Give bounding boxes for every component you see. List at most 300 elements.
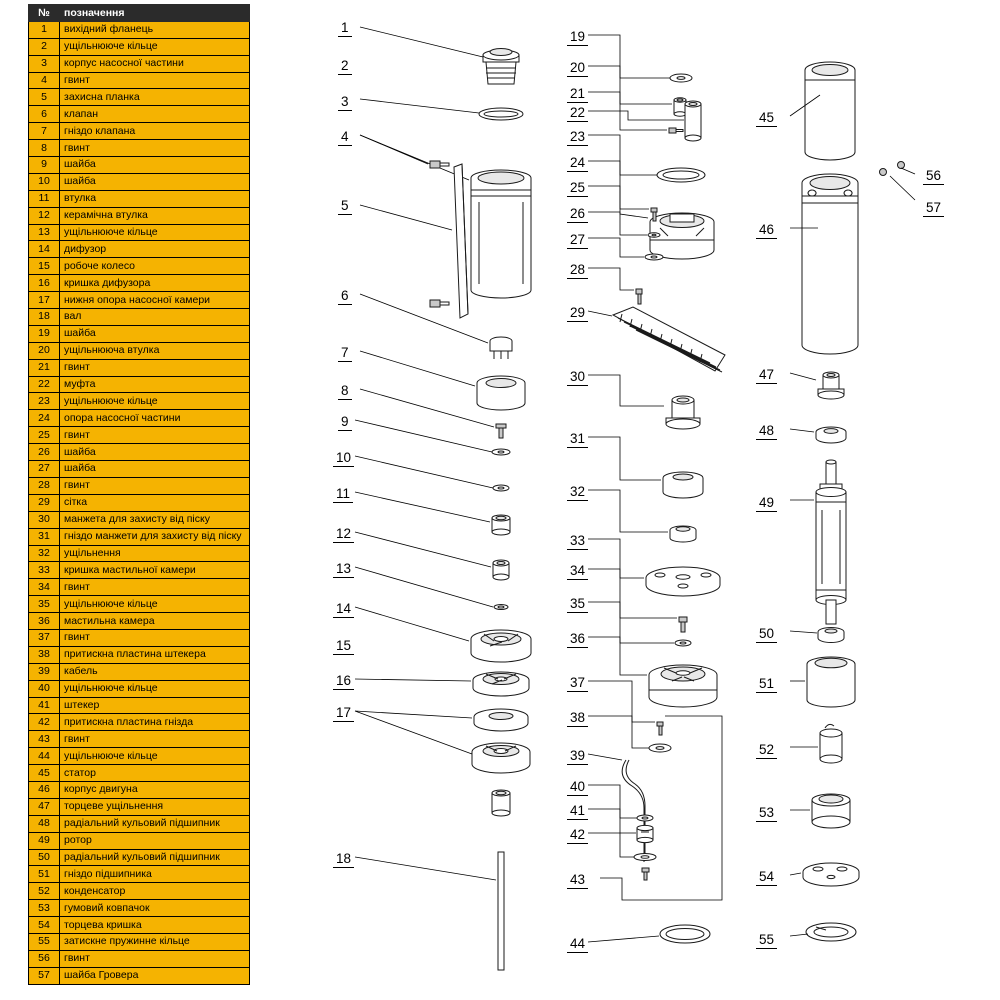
part-number-cell: 5 xyxy=(29,89,60,106)
part-5-guard-strip xyxy=(454,164,468,318)
part-name-cell: гвинт xyxy=(60,359,250,376)
part-number-cell: 33 xyxy=(29,562,60,579)
part-name-cell: радіальний кульовий підшипник xyxy=(60,815,250,832)
callout-number: 5 xyxy=(338,198,352,215)
part-name-cell: затискне пружинне кільце xyxy=(60,933,250,950)
part-number-cell: 38 xyxy=(29,646,60,663)
part-name-cell: сітка xyxy=(60,494,250,511)
part-name-cell: шайба xyxy=(60,173,250,190)
table-row xyxy=(29,55,250,72)
part-23-o-ring xyxy=(657,168,705,182)
callout-number: 3 xyxy=(338,94,352,111)
callout-label xyxy=(338,345,352,362)
table-row xyxy=(29,748,250,765)
part-52-capacitor xyxy=(820,724,842,763)
table-row xyxy=(29,562,250,579)
part-name-cell: опора насосної частини xyxy=(60,410,250,427)
part-40-o-ring xyxy=(637,815,653,821)
part-number-cell: 13 xyxy=(29,224,60,241)
callout-number: 47 xyxy=(756,367,777,384)
part-name-cell: притискна пластина штекера xyxy=(60,646,250,663)
part-7-valve-seat xyxy=(477,376,525,410)
table-row xyxy=(29,596,250,613)
table-row xyxy=(29,106,250,123)
callout-number: 7 xyxy=(338,345,352,362)
part-45-stator xyxy=(805,62,855,160)
callout-label xyxy=(338,383,352,400)
part-number-cell: 9 xyxy=(29,157,60,174)
part-28-screw xyxy=(636,289,642,304)
parts-legend-table xyxy=(28,4,250,985)
part-number-cell: 42 xyxy=(29,714,60,731)
table-row xyxy=(29,613,250,630)
table-row xyxy=(29,190,250,207)
part-4-screw xyxy=(430,161,449,307)
callout-number: 12 xyxy=(333,526,354,543)
column-header-number: № xyxy=(29,5,60,22)
table-row xyxy=(29,832,250,849)
part-20-sealing-bushing xyxy=(674,98,686,116)
callout-label xyxy=(756,222,777,239)
table-row xyxy=(29,933,250,950)
part-1-outlet-flange xyxy=(483,49,519,85)
part-name-cell: робоче колесо xyxy=(60,258,250,275)
callout-label xyxy=(333,601,354,618)
callout-label xyxy=(756,423,777,440)
table-row xyxy=(29,38,250,55)
part-number-cell: 26 xyxy=(29,444,60,461)
callout-label xyxy=(756,932,777,949)
part-name-cell: торцеве ущільнення xyxy=(60,798,250,815)
part-number-cell: 22 xyxy=(29,376,60,393)
table-row xyxy=(29,765,250,782)
part-name-cell: кришка дифузора xyxy=(60,275,250,292)
callout-label xyxy=(567,596,588,613)
callout-label xyxy=(756,367,777,384)
part-name-cell: гніздо клапана xyxy=(60,123,250,140)
callout-number: 35 xyxy=(567,596,588,613)
table-row xyxy=(29,376,250,393)
callout-number: 45 xyxy=(756,110,777,127)
part-9-washer xyxy=(492,449,510,455)
callout-label xyxy=(567,936,588,953)
callout-label xyxy=(333,638,354,655)
callout-label xyxy=(756,805,777,822)
part-name-cell: кришка мастильної камери xyxy=(60,562,250,579)
part-number-cell: 10 xyxy=(29,173,60,190)
part-6-valve xyxy=(490,337,512,359)
table-row xyxy=(29,461,250,478)
part-number-cell: 34 xyxy=(29,579,60,596)
part-number-cell: 53 xyxy=(29,900,60,917)
callout-number: 11 xyxy=(333,486,353,503)
table-row xyxy=(29,528,250,545)
part-number-cell: 25 xyxy=(29,427,60,444)
part-number-cell: 3 xyxy=(29,55,60,72)
part-number-cell: 36 xyxy=(29,613,60,630)
callout-number: 50 xyxy=(756,626,777,643)
part-number-cell: 14 xyxy=(29,241,60,258)
table-row xyxy=(29,545,250,562)
part-name-cell: гумовий ковпачок xyxy=(60,900,250,917)
part-name-cell: гніздо манжети для захисту від піску xyxy=(60,528,250,545)
part-10-washer xyxy=(493,485,509,491)
table-row xyxy=(29,393,250,410)
part-name-cell: манжета для захисту від піску xyxy=(60,511,250,528)
part-name-cell: шайба xyxy=(60,461,250,478)
callout-label xyxy=(756,626,777,643)
callout-label xyxy=(567,105,588,122)
part-name-cell: гвинт xyxy=(60,950,250,967)
callout-number: 23 xyxy=(567,129,588,146)
part-name-cell: керамічна втулка xyxy=(60,207,250,224)
part-name-cell: статор xyxy=(60,765,250,782)
callout-number: 1 xyxy=(338,20,352,37)
callout-label xyxy=(567,484,588,501)
table-row xyxy=(29,629,250,646)
column-header-name: позначення xyxy=(60,5,250,22)
part-number-cell: 35 xyxy=(29,596,60,613)
part-48-radial-ball-bearing-48 xyxy=(816,427,846,443)
part-31-sand-guard-seat xyxy=(663,472,703,498)
callout-label xyxy=(338,129,352,146)
callout-number: 27 xyxy=(567,232,588,249)
callout-label xyxy=(333,486,353,503)
part-number-cell: 4 xyxy=(29,72,60,89)
callout-number: 39 xyxy=(567,748,588,765)
part-name-cell: вихідний фланець xyxy=(60,21,250,38)
part-number-cell: 49 xyxy=(29,832,60,849)
table-row xyxy=(29,173,250,190)
part-22-coupling xyxy=(685,101,701,141)
callout-label xyxy=(333,673,354,690)
part-number-cell: 31 xyxy=(29,528,60,545)
table-row xyxy=(29,680,250,697)
part-number-cell: 1 xyxy=(29,21,60,38)
part-51-bearing-seat xyxy=(807,657,855,707)
callout-label xyxy=(338,58,352,75)
exploded-view-diagram xyxy=(260,0,1000,1000)
part-32-seal xyxy=(670,526,696,542)
part-number-cell: 57 xyxy=(29,967,60,984)
callout-label xyxy=(567,431,588,448)
part-number-cell: 19 xyxy=(29,325,60,342)
part-name-cell: штекер xyxy=(60,697,250,714)
callout-number: 43 xyxy=(567,872,588,889)
part-16-diffuser-cover xyxy=(474,709,528,731)
callout-label xyxy=(338,414,352,431)
callout-label xyxy=(756,869,777,886)
part-number-cell: 30 xyxy=(29,511,60,528)
part-46-motor-housing xyxy=(802,174,858,354)
part-43-screw xyxy=(642,868,649,880)
callout-label xyxy=(567,675,588,692)
callout-number: 30 xyxy=(567,369,588,386)
table-row xyxy=(29,275,250,292)
callout-number: 22 xyxy=(567,105,588,122)
callout-label xyxy=(338,20,352,37)
part-name-cell: корпус насосної частини xyxy=(60,55,250,72)
part-name-cell: шайба xyxy=(60,444,250,461)
part-number-cell: 40 xyxy=(29,680,60,697)
part-name-cell: гніздо підшипника xyxy=(60,866,250,883)
table-row xyxy=(29,342,250,359)
part-53-rubber-cap xyxy=(812,794,850,828)
part-42-socket-press-plate xyxy=(634,854,656,861)
callout-number: 25 xyxy=(567,180,588,197)
table-row xyxy=(29,224,250,241)
table-row xyxy=(29,477,250,494)
part-27-washer xyxy=(645,254,663,260)
part-name-cell: мастильна камера xyxy=(60,613,250,630)
part-number-cell: 48 xyxy=(29,815,60,832)
part-number-cell: 51 xyxy=(29,866,60,883)
callout-number: 38 xyxy=(567,710,588,727)
part-37-screw xyxy=(657,722,663,735)
table-row xyxy=(29,731,250,748)
part-name-cell: нижня опора насосної камери xyxy=(60,292,250,309)
part-name-cell: торцева кришка xyxy=(60,917,250,934)
table-row xyxy=(29,359,250,376)
callout-label xyxy=(338,198,352,215)
part-number-cell: 6 xyxy=(29,106,60,123)
callout-label xyxy=(567,262,588,279)
callout-label xyxy=(567,60,588,77)
table-row xyxy=(29,427,250,444)
part-name-cell: захисна планка xyxy=(60,89,250,106)
part-33-grease-chamber-cover xyxy=(646,567,720,596)
part-name-cell: ущільнююче кільце xyxy=(60,38,250,55)
callout-number: 36 xyxy=(567,631,588,648)
callout-label xyxy=(338,288,352,305)
table-row xyxy=(29,883,250,900)
part-17-lower-support xyxy=(472,743,530,816)
part-35-o-ring xyxy=(675,640,691,646)
part-name-cell: конденсатор xyxy=(60,883,250,900)
callout-number: 24 xyxy=(567,155,588,172)
callout-label xyxy=(567,779,588,796)
part-number-cell: 55 xyxy=(29,933,60,950)
part-number-cell: 20 xyxy=(29,342,60,359)
part-number-cell: 16 xyxy=(29,275,60,292)
part-name-cell: ущільнююче кільце xyxy=(60,748,250,765)
callout-label xyxy=(333,526,354,543)
part-3-pump-housing xyxy=(471,170,531,298)
part-34-screw xyxy=(679,617,687,632)
callout-number: 51 xyxy=(756,676,777,693)
callout-label xyxy=(567,872,588,889)
callout-label xyxy=(756,495,777,512)
table-row xyxy=(29,781,250,798)
part-41-plug xyxy=(637,825,653,842)
part-number-cell: 32 xyxy=(29,545,60,562)
table-row xyxy=(29,815,250,832)
part-name-cell: ущільнююче кільце xyxy=(60,393,250,410)
part-8-screw xyxy=(496,424,506,438)
part-number-cell: 7 xyxy=(29,123,60,140)
table-row xyxy=(29,900,250,917)
callout-number: 6 xyxy=(338,288,352,305)
part-11-bushing xyxy=(492,515,510,535)
callout-label xyxy=(333,561,354,578)
part-15-impeller xyxy=(473,672,529,696)
part-47-mechanical-seal xyxy=(818,372,844,399)
part-55-retaining-ring xyxy=(806,923,856,941)
callout-number: 42 xyxy=(567,827,588,844)
callout-number: 20 xyxy=(567,60,588,77)
callout-number: 26 xyxy=(567,206,588,223)
part-number-cell: 15 xyxy=(29,258,60,275)
part-number-cell: 2 xyxy=(29,38,60,55)
callout-label xyxy=(567,827,588,844)
part-56-57-screw-washer xyxy=(880,162,905,176)
table-row xyxy=(29,866,250,883)
part-49-rotor xyxy=(816,460,846,624)
part-number-cell: 47 xyxy=(29,798,60,815)
table-row xyxy=(29,410,250,427)
callout-number: 57 xyxy=(923,200,944,217)
part-number-cell: 12 xyxy=(29,207,60,224)
part-name-cell: вал xyxy=(60,309,250,326)
part-number-cell: 17 xyxy=(29,292,60,309)
callout-number: 18 xyxy=(333,851,354,868)
callout-number: 14 xyxy=(333,601,354,618)
part-18-shaft xyxy=(498,852,504,970)
callout-label xyxy=(567,803,588,820)
callout-label xyxy=(338,94,352,111)
table-row xyxy=(29,292,250,309)
part-name-cell: гвинт xyxy=(60,731,250,748)
part-name-cell: ротор xyxy=(60,832,250,849)
table-row xyxy=(29,917,250,934)
diagram-graphics xyxy=(260,0,1000,1000)
callout-number: 9 xyxy=(338,414,352,431)
table-row xyxy=(29,72,250,89)
table-row xyxy=(29,511,250,528)
part-54-end-cover xyxy=(803,863,859,886)
callout-number: 52 xyxy=(756,742,777,759)
part-30-sand-guard-sleeve xyxy=(666,396,700,429)
callout-label xyxy=(567,129,588,146)
callout-label xyxy=(567,155,588,172)
part-name-cell: корпус двигуна xyxy=(60,781,250,798)
table-row xyxy=(29,714,250,731)
callout-number: 4 xyxy=(338,129,352,146)
callout-number: 55 xyxy=(756,932,777,949)
callout-number: 46 xyxy=(756,222,777,239)
callout-number: 33 xyxy=(567,533,588,550)
callout-number: 49 xyxy=(756,495,777,512)
callout-number: 8 xyxy=(338,383,352,400)
callout-label xyxy=(567,748,588,765)
table-row xyxy=(29,21,250,38)
part-12-ceramic-bushing xyxy=(493,560,509,580)
callout-number: 13 xyxy=(333,561,354,578)
callout-number: 37 xyxy=(567,675,588,692)
table-row xyxy=(29,494,250,511)
part-number-cell: 37 xyxy=(29,629,60,646)
table-row xyxy=(29,697,250,714)
part-number-cell: 45 xyxy=(29,765,60,782)
callout-label xyxy=(567,369,588,386)
part-14-diffuser xyxy=(471,630,531,662)
callout-number: 32 xyxy=(567,484,588,501)
callout-label xyxy=(567,180,588,197)
table-row xyxy=(29,967,250,984)
callout-label xyxy=(567,710,588,727)
part-38-plug-press-plate xyxy=(649,744,671,752)
part-number-cell: 39 xyxy=(29,663,60,680)
part-name-cell: ущільнююче кільце xyxy=(60,224,250,241)
table-row xyxy=(29,444,250,461)
part-44-o-ring xyxy=(660,925,710,943)
part-name-cell: ущільнююча втулка xyxy=(60,342,250,359)
part-number-cell: 18 xyxy=(29,309,60,326)
part-name-cell: втулка xyxy=(60,190,250,207)
part-name-cell: гвинт xyxy=(60,629,250,646)
table-row xyxy=(29,646,250,663)
part-number-cell: 41 xyxy=(29,697,60,714)
callout-label xyxy=(756,110,777,127)
part-19-washer xyxy=(670,74,692,82)
callout-label xyxy=(923,168,944,185)
callout-label xyxy=(923,200,944,217)
part-number-cell: 56 xyxy=(29,950,60,967)
part-number-cell: 44 xyxy=(29,748,60,765)
callout-number: 48 xyxy=(756,423,777,440)
part-number-cell: 11 xyxy=(29,190,60,207)
table-row xyxy=(29,207,250,224)
part-21-screw xyxy=(669,128,683,133)
callout-number: 34 xyxy=(567,563,588,580)
part-name-cell: шайба Гровера xyxy=(60,967,250,984)
callout-label xyxy=(567,305,588,322)
part-name-cell: гвинт xyxy=(60,477,250,494)
table-row xyxy=(29,140,250,157)
part-name-cell: шайба xyxy=(60,157,250,174)
part-name-cell: гвинт xyxy=(60,140,250,157)
callout-label xyxy=(567,533,588,550)
table-row xyxy=(29,950,250,967)
callout-label xyxy=(333,851,354,868)
part-number-cell: 50 xyxy=(29,849,60,866)
part-name-cell: клапан xyxy=(60,106,250,123)
table-header-row xyxy=(29,5,250,22)
callout-label xyxy=(756,676,777,693)
callout-label xyxy=(567,29,588,46)
callout-label xyxy=(756,742,777,759)
table-row xyxy=(29,309,250,326)
part-name-cell: ущільнююче кільце xyxy=(60,680,250,697)
part-number-cell: 21 xyxy=(29,359,60,376)
part-name-cell: ущільнююче кільце xyxy=(60,596,250,613)
callout-number: 2 xyxy=(338,58,352,75)
part-name-cell: муфта xyxy=(60,376,250,393)
callout-number: 41 xyxy=(567,803,588,820)
callout-number: 19 xyxy=(567,29,588,46)
part-number-cell: 27 xyxy=(29,461,60,478)
callout-number: 17 xyxy=(333,705,354,722)
table-row xyxy=(29,258,250,275)
callout-label xyxy=(567,563,588,580)
callout-label xyxy=(567,206,588,223)
callout-number: 53 xyxy=(756,805,777,822)
table-row xyxy=(29,123,250,140)
part-name-cell: гвинт xyxy=(60,72,250,89)
part-number-cell: 24 xyxy=(29,410,60,427)
callout-number: 29 xyxy=(567,305,588,322)
callout-label xyxy=(333,705,354,722)
